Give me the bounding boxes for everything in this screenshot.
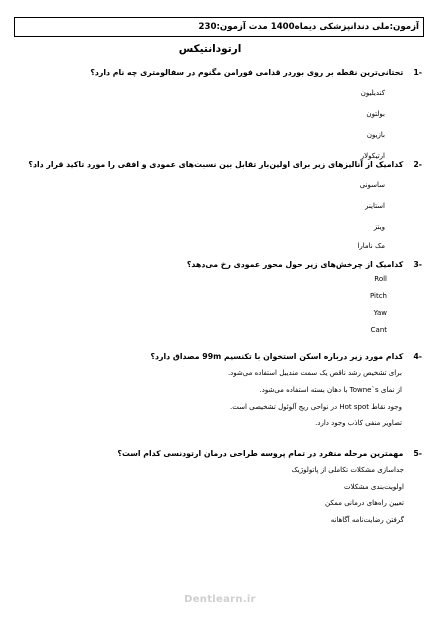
question-1 [22, 67, 422, 78]
option-2d: مک نامارا [357, 242, 385, 250]
option-4c: وجود نقاط Hot spot در نواحی ریج آلوئول تشخیصی است. [230, 403, 402, 411]
question-number: -2 [413, 160, 422, 169]
option-4a: برای تشخیص رشد ناقص یک سمت مندیبل استفاده می‌شود. [227, 369, 402, 377]
option-2b: استاینر [365, 202, 385, 210]
option-1a: کندیلیون [360, 89, 385, 97]
question-5 [22, 448, 422, 459]
option-5b: اولویت‌بندی مشکلات [344, 483, 404, 491]
option-1b: بولتون [366, 110, 385, 118]
option-4d: تصاویر منفی کاذب وجود دارد. [315, 419, 402, 427]
option-1d: ارتیکولار [360, 152, 385, 160]
option-5c: تعیین راه‌های درمانی ممکن [324, 499, 404, 507]
exam-header: آزمون:ملی دندانپزشکی دیماه1400 مدت آزمون:230 [14, 17, 424, 37]
question-text: کدامیک از چرخش‌های زیر حول محور عمودی رخ می‌دهد؟ [186, 260, 404, 269]
option-5d: گرفتن رضایت‌نامه آگاهانه [330, 516, 404, 524]
question-number: -4 [413, 352, 422, 361]
watermark: Dentlearn.ir [184, 594, 256, 605]
option-2c: ویتز [373, 223, 385, 231]
option-3b: Pitch [369, 292, 387, 300]
question-number: -1 [413, 68, 422, 77]
question-text: کدامیک از آنالیزهای زیر برای اولین‌بار تقابل بین نسبت‌های عمودی و افقی را مورد تاکید قرار داد؟ [28, 160, 404, 169]
option-2a: ساسونی [359, 181, 385, 189]
question-4 [22, 351, 422, 362]
option-5a: جداسازی مشکلات تکاملی از پاتولوژیک [291, 466, 404, 474]
option-3d: Cant [370, 326, 387, 334]
question-text: تحتانی‌ترین نقطه بر روی بوردر قدامی فورامن مگنوم در سفالومتری چه نام دارد؟ [90, 68, 404, 77]
question-number: -5 [413, 449, 422, 458]
question-2 [22, 159, 422, 170]
option-1c: بازیون [366, 131, 385, 139]
question-3 [22, 259, 422, 270]
question-text: مهمترین مرحله منفرد در تمام پروسه طراحی درمان ارتودنسی کدام است؟ [117, 449, 404, 458]
question-number: -3 [413, 260, 422, 269]
option-3c: Yaw [373, 309, 387, 317]
option-3a: Roll [374, 275, 387, 283]
question-text: کدام مورد زیر درباره اسکن استخوان با تکنسیم 99m مصداق دارد؟ [150, 352, 404, 361]
option-4b: از نمای Towne`s با دهان بسته استفاده می‌شود. [259, 386, 402, 394]
section-title: ارتودانتیکس [178, 43, 242, 55]
